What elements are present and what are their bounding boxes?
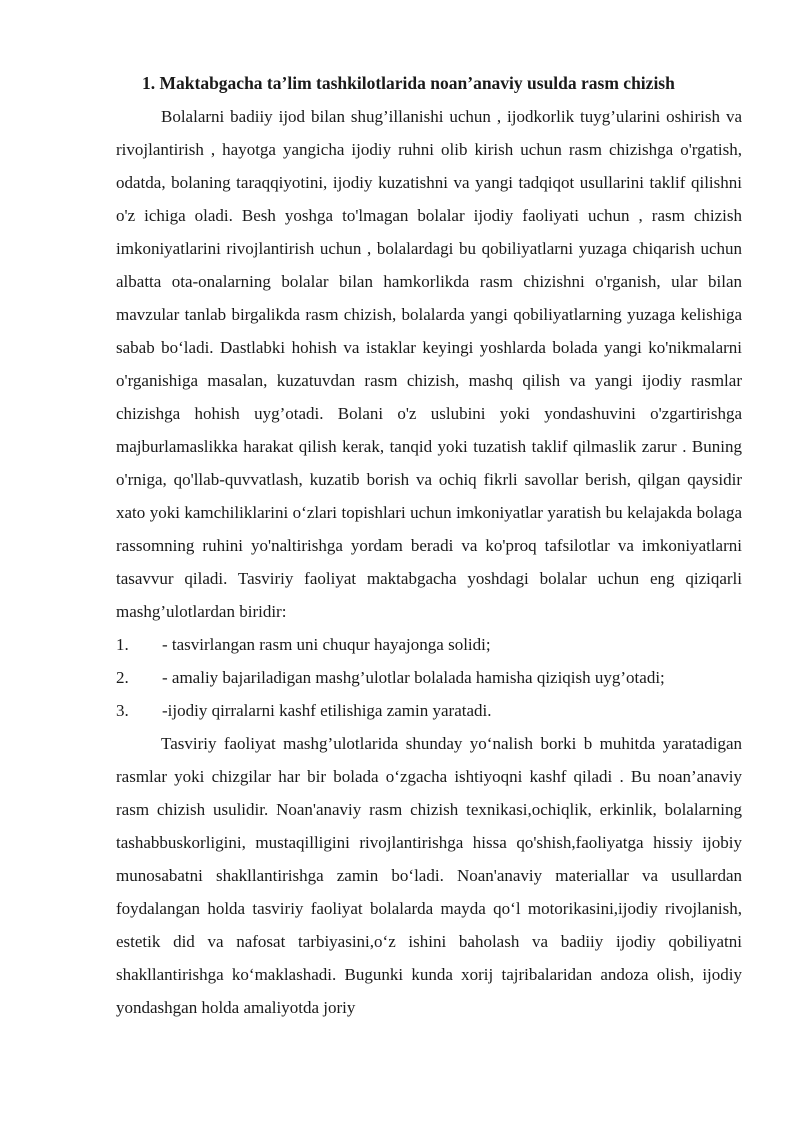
list-item-number: 2.: [116, 668, 129, 687]
paragraph-1: Bolalarni badiiy ijod bilan shug’illanishi uchun , ijodkorlik tuyg’ularini oshirish va rivojlantirish , hayotga yangicha ijodiy ruhni olib kirish uchun rasm chizishga o'rgatish, odatda, bolaning taraqqiyotini, ijodiy kuzatishni va yangi tadqiqot usullarini taklif qilishni o'z ichiga oladi. Besh yoshga to'lmagan bolalar ijodiy faoliyati uchun , rasm chizish imkoniyatlarini rivojlantirish uchun , bolalardagi bu qobiliyatlarni yuzaga chiqarish uchun albatta ota-onalarning bolalar bilan hamkorlikda rasm chizishni o'rganish, ular bilan mavzular tanlab birgalikda rasm chizish, bolalarda yangi qobiliyatlarning yuzaga kelishiga sabab bo‘ladi. Dastlabki hohish va istaklar keyingi yoshlarda bolada yangi ko'nikmalarni o'rganishiga masalan, kuzatuvdan rasm chizish, mashq qilish va yangi ijodiy rasmlar chizishga hohish uyg’otadi. Bolani o'z uslubini yoki yondashuvini o'zgartirishga majburlamaslikka harakat qilish kerak, tanqid yoki tuzatish taklif qilmaslik zarur . Buning o'rniga, qo'llab-quvvatlash, kuzatib borish va ochiq fikrli savollar berish, qilgan qaysidir xato yoki kamchiliklarini o‘zlari topishlari uchun imkoniyatlar yaratish bu kelajakda bolaga rassomning ruhini yo'naltirishga yordam beradi va ko'proq tafsilotlar va imkoniyatlarni tasavvur qiladi. Tasviriy faoliyat maktabgacha yoshdagi bolalar uchun eng qiziqarli mashg’ulotlardan biridir:: [116, 107, 742, 621]
list-item: [116, 694, 742, 727]
list-item-number: 3.: [116, 701, 129, 720]
list-item: [116, 628, 742, 661]
numbered-list: [116, 628, 742, 727]
list-item-text: - tasvirlangan rasm uni chuqur hayajonga solidi;: [162, 635, 491, 654]
list-item-text: -ijodiy qirralarni kashf etilishiga zamin yaratadi.: [162, 701, 492, 720]
paragraph-2: Tasviriy faoliyat mashg’ulotlarida shunday yo‘nalish borki b muhitda yaratadigan rasmlar yoki chizgilar har bir bolada o‘zgacha ishtiyoqni kashf qiladi . Bu noan’anaviy rasm chizish usulidir. Noan'anaviy rasm chizish texnikasi,ochiqlik, erkinlik, bolalarning tashabbuskorligini, mustaqilligini rivojlantirishga hissa qo'shish,faoliyatga hissiy ijobiy munosabatni shakllantirishga zamin bo‘ladi. Noan'anaviy materiallar va usullardan foydalangan holda tasviriy faoliyat bolalarda mayda qo‘l motorikasini,ijodiy rivojlanish, estetik did va nafosat tarbiyasini,o‘z ishini baholash va badiiy ijodiy qobiliyatni shakllantirishga ko‘maklashadi. Bugunki kunda xorij tajribalaridan andoza olish, ijodiy yondashgan holda amaliyotda joriy: [116, 734, 742, 1017]
document-title: 1. Maktabgacha ta’lim tashkilotlarida noan’anaviy usulda rasm chizish: [142, 73, 675, 93]
list-item-number: 1.: [116, 635, 129, 654]
document-page: [116, 72, 742, 1024]
list-item-text: - amaliy bajariladigan mashg’ulotlar bolalada hamisha qiziqish uyg’otadi;: [162, 668, 665, 687]
list-item: [116, 661, 742, 694]
